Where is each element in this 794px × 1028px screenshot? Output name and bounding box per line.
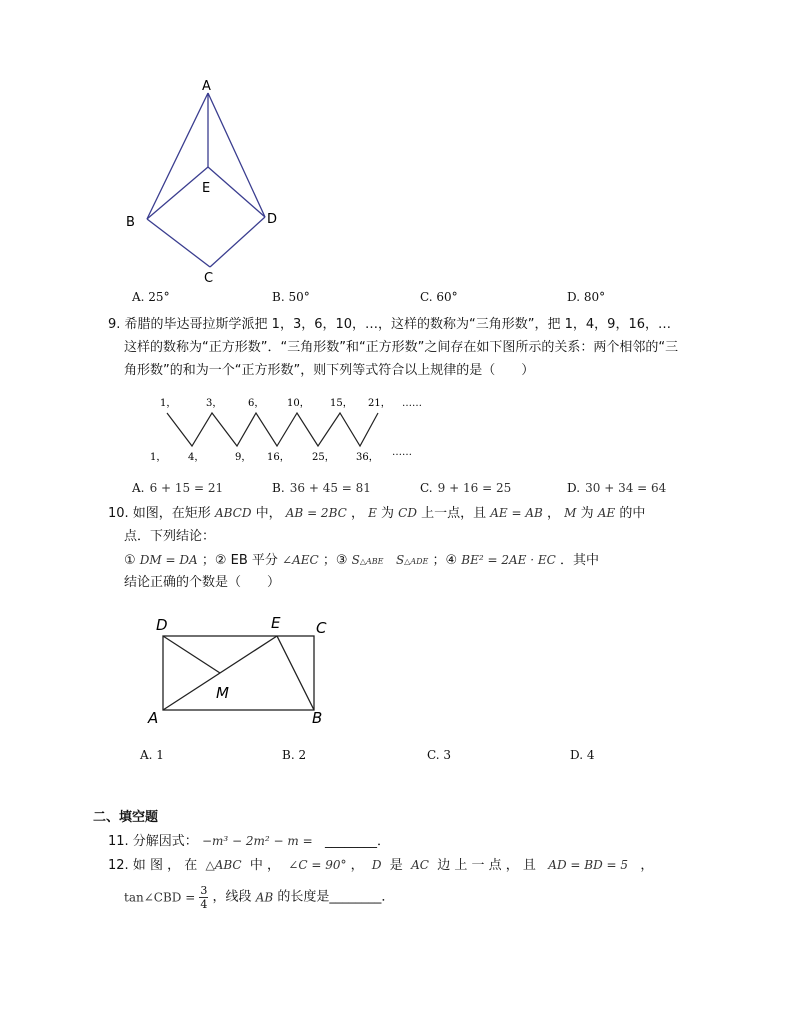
math: D (371, 858, 382, 872)
q9-text-line2: 这样的数称为“正方形数”．“三角形数”和“正方形数”之间存在如下图所示的关系：两个相邻的“三 (124, 340, 679, 355)
q10-option-a[interactable]: A. 1 (140, 748, 164, 762)
text: 11. 分解因式： (108, 834, 198, 849)
sq-num-6: 36， (356, 452, 379, 463)
text: 中， (255, 506, 282, 521)
text: ， (350, 506, 364, 521)
math: AE (597, 506, 616, 520)
label-a: A (148, 709, 159, 727)
option-expr: 9 + 16 = 25 (437, 481, 512, 495)
tri-num-5: 15， (330, 398, 353, 409)
sq-num-2: 4， (188, 452, 205, 463)
math: CD (398, 506, 417, 520)
text: 为 (580, 506, 594, 521)
segment-dc (210, 217, 265, 267)
sq-num-3: 9， (235, 452, 252, 463)
option-letter: A. (132, 481, 145, 495)
math: −m³ − 2m² − m = (201, 834, 313, 848)
tri-num-ellipsis: …… (402, 398, 422, 409)
segment-eb (147, 167, 211, 219)
q9-option-b[interactable] (272, 477, 371, 496)
text: 12. 如 图 ， 在 (108, 858, 198, 873)
q8-option-c[interactable]: C. 60° (420, 290, 458, 304)
text: 中 ， (249, 858, 281, 873)
label-m: M (216, 684, 229, 702)
q9-option-d[interactable] (567, 477, 666, 496)
q8-option-b[interactable]: B. 50° (272, 290, 310, 304)
math: AB = 2BC (285, 506, 347, 520)
text: 10. 如图，在矩形 (108, 506, 211, 521)
q10-text-line2: 点．下列结论： (124, 529, 216, 544)
q9-zigzag-figure (140, 393, 450, 468)
answer-blank[interactable]: ________ (325, 834, 378, 849)
text: 的中 (619, 506, 646, 521)
math: S (351, 553, 360, 567)
segment-ad (208, 93, 265, 217)
text: ．其中 (559, 553, 599, 568)
math: ABCD (214, 506, 252, 520)
q9-text-line1: 9. 希腊的毕达哥拉斯学派把 1，3，6，10，…，这样的数称为“三角形数”，把 1，4，9，16，… (108, 317, 671, 332)
segment-eb (277, 636, 314, 710)
option-letter: C. (420, 481, 433, 495)
tri-num-2: 3， (206, 398, 223, 409)
math: △ABC (205, 858, 242, 872)
segment-ed (208, 167, 265, 217)
segment-ab (147, 93, 211, 219)
section-title: 二、填空题 (93, 810, 159, 825)
sq-num-5: 25， (312, 452, 335, 463)
label-a: A (202, 79, 211, 94)
text: 是 (389, 858, 403, 873)
segment-bc (147, 219, 210, 267)
text: 边 上 一 点 ， 且 (437, 858, 536, 873)
math: AE = AB (490, 506, 543, 520)
label-c: C (204, 271, 214, 285)
text: ；② EB 平分 (201, 553, 278, 568)
math: AB (255, 890, 274, 905)
q8-kite-figure (120, 75, 290, 285)
sq-num-4: 16， (267, 452, 290, 463)
sq-num-ellipsis: …… (392, 447, 412, 458)
fraction (199, 884, 208, 911)
q9-option-c[interactable] (420, 477, 511, 496)
text: ， (547, 506, 561, 521)
option-expr: 30 + 34 = 64 (585, 481, 667, 495)
rectangle-abcd (163, 636, 314, 710)
q11-text (108, 831, 390, 852)
math: ∠AEC (282, 553, 319, 567)
option-expr: 6 + 15 = 21 (149, 481, 224, 495)
text: ；③ (322, 553, 348, 568)
text: ， (640, 858, 654, 873)
q10-option-c[interactable]: C. 3 (427, 748, 452, 762)
tri-num-1: 1， (160, 398, 177, 409)
tri-num-6: 21， (368, 398, 391, 409)
math: M (564, 506, 577, 520)
math: AD = BD = 5 (548, 858, 629, 872)
text: ，线段 (212, 889, 252, 905)
text: ， (350, 858, 364, 873)
option-expr: 36 + 45 = 81 (289, 481, 371, 495)
q8-option-d[interactable]: D. 80° (567, 290, 606, 304)
sq-num-1: 1， (150, 452, 167, 463)
option-letter: D. (567, 481, 581, 495)
label-e: E (271, 614, 281, 632)
q10-option-d[interactable]: D. 4 (570, 748, 595, 762)
option-letter: B. (272, 481, 285, 495)
q12-text-line1 (108, 855, 653, 876)
text: 为 (381, 506, 395, 521)
q9-option-a[interactable] (132, 477, 223, 496)
math-sub: △ABE (359, 557, 384, 566)
segment-dm (163, 636, 220, 673)
q10-text-line1 (108, 503, 645, 524)
q12-text-line2 (124, 884, 394, 911)
tri-num-3: 6， (248, 398, 265, 409)
fraction-denominator: 4 (200, 898, 208, 911)
label-d: D (267, 212, 278, 227)
q10-option-b[interactable]: B. 2 (282, 748, 307, 762)
q9-text-line3: 角形数”的和为一个“正方形数”，则下列等式符合以上规律的是（ ） (124, 363, 535, 378)
label-b: B (126, 215, 135, 230)
q10-rectangle-figure (140, 610, 340, 730)
q8-option-a[interactable]: A. 25° (132, 290, 170, 304)
math: tan∠CBD = (124, 890, 196, 905)
zigzag-line (167, 413, 378, 446)
text: ． (377, 834, 391, 849)
q10-text-line3 (124, 550, 599, 572)
math: E (368, 506, 377, 520)
math: DM = DA (139, 553, 198, 567)
label-d: D (156, 616, 168, 634)
math-sub: △ADE (404, 557, 429, 566)
text: ① (124, 553, 136, 568)
math: AC (411, 858, 429, 872)
label-e: E (202, 181, 211, 196)
math: S (395, 553, 405, 567)
answer-blank[interactable]: 的长度是________． (277, 889, 395, 905)
math: ∠C = 90° (288, 858, 347, 872)
q10-text-line4: 结论正确的个数是（ ） (124, 575, 281, 590)
fraction-numerator: 3 (200, 884, 208, 897)
label-b: B (312, 709, 323, 727)
math: BE² = 2AE · EC (461, 553, 556, 567)
text: 上一点，且 (421, 506, 487, 521)
tri-num-4: 10， (287, 398, 310, 409)
label-c: C (316, 619, 327, 637)
text: ；④ (432, 553, 458, 568)
